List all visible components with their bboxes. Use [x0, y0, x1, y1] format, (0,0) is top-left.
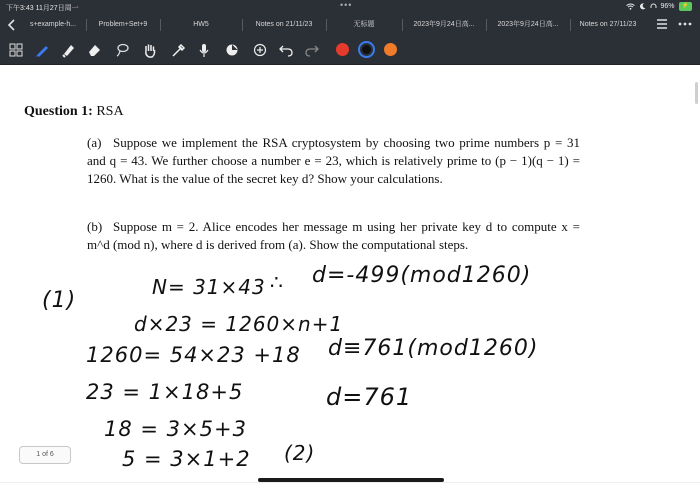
- tab-separator: [570, 19, 571, 31]
- pen-icon[interactable]: [34, 42, 50, 58]
- add-icon[interactable]: [252, 42, 268, 58]
- color-red[interactable]: [336, 43, 349, 56]
- battery-percent: 96%: [660, 3, 675, 10]
- part-b-text: Suppose m = 2. Alice encodes her message m using her private key d to compute x = m^d (mod n), where d is derived from (a). Show the computational steps.: [87, 219, 580, 252]
- color-black-selected-ring[interactable]: [358, 41, 375, 58]
- hw-d-times-23: d×23 = 1260×n+1: [134, 312, 344, 336]
- tab-2023-9-24-b[interactable]: 2023年9月24日高...: [497, 21, 559, 28]
- tab-separator: [160, 19, 161, 31]
- tab-separator: [86, 19, 87, 31]
- more-icon[interactable]: [678, 17, 692, 31]
- wifi-icon: [626, 3, 635, 10]
- tab-separator: [402, 19, 403, 31]
- scrollbar-thumb[interactable]: [695, 82, 698, 104]
- part-b-label: (b): [87, 219, 103, 234]
- hw-label-2: (2): [284, 441, 316, 465]
- hw-d-congruent: d≡761(mod1260): [328, 336, 539, 361]
- tab-actions: [656, 17, 692, 31]
- part-a-label: (a): [87, 135, 102, 150]
- hw-label-1: (1): [42, 288, 77, 313]
- hw-step-1: 1260= 54×23 +18: [86, 343, 301, 367]
- pipette-icon[interactable]: [170, 42, 186, 58]
- battery-icon: ⚡: [679, 2, 692, 11]
- status-bar: [0, 0, 700, 14]
- shape-icon[interactable]: [224, 42, 240, 58]
- hw-d-negative: d=-499(mod1260): [312, 263, 532, 288]
- color-orange[interactable]: [384, 43, 397, 56]
- status-indicators: [626, 2, 693, 11]
- lasso-icon[interactable]: [114, 42, 130, 58]
- color-black: [362, 45, 371, 54]
- part-b: [87, 218, 580, 254]
- hw-step-3: 18 = 3×5+3: [104, 417, 247, 441]
- grid-icon[interactable]: [8, 42, 24, 58]
- list-icon[interactable]: [656, 17, 668, 31]
- part-a: [87, 134, 580, 188]
- hw-step-4: 5 = 3×1+2: [122, 447, 251, 471]
- hand-icon[interactable]: [142, 42, 158, 58]
- headphone-icon: [650, 3, 657, 10]
- mic-icon[interactable]: [196, 42, 212, 58]
- back-chevron-icon[interactable]: [6, 18, 18, 32]
- question-title: RSA: [96, 104, 124, 119]
- tab-notes-27-11-23[interactable]: Notes on 27/11/23: [579, 21, 637, 28]
- hw-n-equation: N= 31×43: [152, 275, 266, 299]
- redo-icon[interactable]: [304, 42, 320, 58]
- hw-step-2: 23 = 1×18+5: [86, 380, 244, 404]
- eraser-icon[interactable]: [86, 42, 102, 58]
- question-label: Question 1:: [24, 104, 93, 119]
- drawing-toolbar: [0, 36, 700, 65]
- tab-problem-set-9[interactable]: Problem+Set+9: [98, 21, 148, 28]
- tab-separator: [326, 19, 327, 31]
- window-dots-icon[interactable]: •••: [340, 0, 353, 10]
- tab-untitled[interactable]: 无标题: [353, 21, 375, 28]
- tab-bar: [0, 14, 700, 36]
- question-heading: [24, 104, 124, 120]
- tab-hw5[interactable]: HW5: [193, 21, 209, 28]
- page-indicator[interactable]: 1 of 6: [19, 446, 71, 464]
- undo-icon[interactable]: [278, 42, 294, 58]
- hw-d-equals: d=761: [326, 383, 413, 411]
- status-time: 下午3:43 11月27日周一: [6, 5, 79, 12]
- moon-icon: [639, 3, 646, 10]
- tab-notes-21-11-23[interactable]: Notes on 21/11/23: [255, 21, 313, 28]
- part-a-text: Suppose we implement the RSA cryptosystem by choosing two prime numbers p = 31 and q = 43. We further choose a number e = 23, which is relatively prime to (p − 1)(q − 1) = 1260. What is the value of the secret key d? Show your calculations.: [87, 135, 580, 186]
- home-indicator[interactable]: [258, 478, 444, 482]
- tab-2023-9-24-a[interactable]: 2023年9月24日高...: [413, 21, 475, 28]
- tab-separator: [486, 19, 487, 31]
- highlighter-icon[interactable]: [60, 42, 76, 58]
- bottom-divider: [0, 482, 700, 483]
- tab-example-h[interactable]: s+example-h...: [29, 21, 77, 28]
- hw-therefore: ∴: [270, 270, 284, 294]
- tab-separator: [242, 19, 243, 31]
